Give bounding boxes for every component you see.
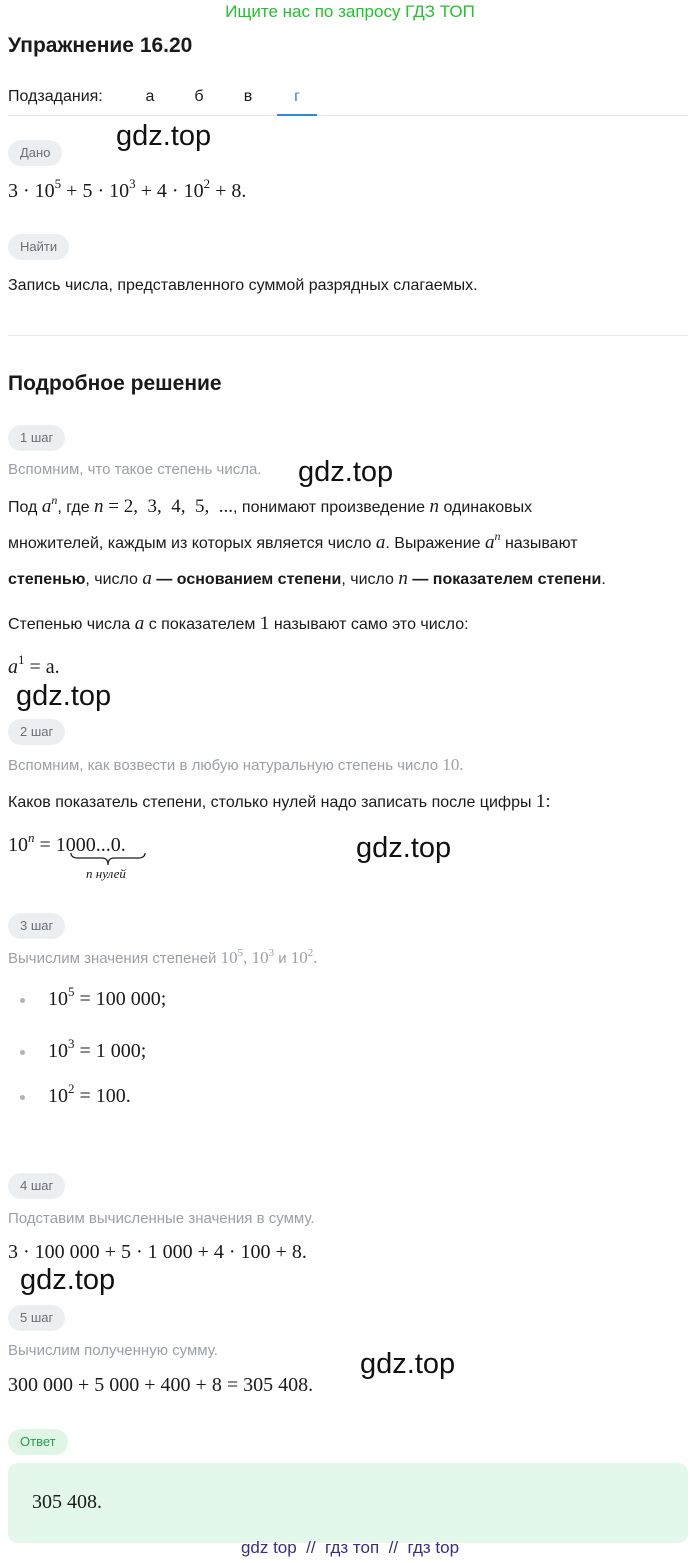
watermark: gdz.top (16, 680, 112, 712)
divider (8, 335, 688, 336)
watermark: gdz.top (116, 120, 212, 152)
answer-value: 305 408. (32, 1491, 102, 1513)
footer-links[interactable]: gdz top // гдз топ // гдз top (240, 1538, 460, 1557)
answer-chip: Ответ (8, 1429, 68, 1455)
subtask-tab-v[interactable]: в (243, 88, 253, 105)
subtask-tab-g[interactable]: г (277, 86, 317, 116)
step-2-hint: Вспомним, как возвести в любую натуральную степень число 10. (8, 755, 464, 774)
bullet-icon (20, 1095, 25, 1100)
watermark: gdz.top (20, 1264, 116, 1296)
find-text: Запись числа, представленного суммой разрядных слагаемых. (8, 277, 478, 294)
watermark: gdz.top (298, 456, 394, 488)
step-5-hint: Вычислим полученную сумму. (8, 1342, 218, 1359)
step-1-hint: Вспомним, что такое степень числа. (8, 461, 262, 478)
step-5-chip: 5 шаг (8, 1305, 65, 1331)
search-promo-link[interactable]: Ищите нас по запросу ГДЗ ТОП (225, 2, 475, 21)
brace-label: n нулей (86, 866, 126, 881)
watermark: gdz.top (360, 1348, 456, 1380)
subtask-tab-b[interactable]: б (194, 88, 204, 105)
underbrace (70, 852, 146, 866)
step-1-line-3: степенью, число a — основанием степени, число n — показателем степени. (8, 568, 606, 589)
step-2-text: Каков показатель степени, столько нулей надо записать после цифры 1: (8, 791, 551, 812)
bullet-icon (20, 1050, 25, 1055)
page-title: Упражнение 16.20 (8, 34, 193, 57)
step-3-chip: 3 шаг (8, 913, 65, 939)
bullet-icon (20, 998, 25, 1003)
subtasks-bar (8, 86, 688, 116)
step-4-formula: 3 · 100 000 + 5 · 1 000 + 4 · 100 + 8. (8, 1241, 307, 1263)
answer-box (8, 1463, 688, 1543)
step-2-chip: 2 шаг (8, 719, 65, 745)
given-expression: $3 \cdot 10^5 + 5 \cdot 10^3 + 4 \cdot 10^2 + 8$. (8, 176, 247, 202)
step-1-formula: $a^1 = a$. (8, 652, 60, 678)
step-1-line-1: Под $a^n$, где n = 2, 3, 4, 5, ..., понимают произведение n одинаковых (8, 493, 533, 517)
step-2-formula: 10$^n$ = 1000...0. (8, 830, 126, 856)
step-1-chip: 1 шаг (8, 425, 65, 451)
step-4-chip: 4 шаг (8, 1173, 65, 1199)
given-chip: Дано (8, 140, 62, 166)
step-1-line-4: Степенью числа a с показателем 1 называют само это число: (8, 613, 469, 634)
find-chip: Найти (8, 234, 69, 260)
solution-title: Подробное решение (8, 372, 222, 395)
step-1-line-2: множителей, каждым из которых является число a. Выражение $a^n$ называют (8, 529, 578, 553)
subtask-tab-a[interactable]: а (145, 88, 155, 105)
step-3-hint: Вычислим значения степеней $10^5$, $10^3$ и $10^2$. (8, 947, 318, 967)
subtasks-label: Подзадания: (8, 88, 103, 105)
step-4-hint: Подставим вычисленные значения в сумму. (8, 1210, 315, 1227)
watermark: gdz.top (356, 832, 452, 864)
step-5-formula: 300 000 + 5 000 + 400 + 8 = 305 408. (8, 1374, 314, 1396)
